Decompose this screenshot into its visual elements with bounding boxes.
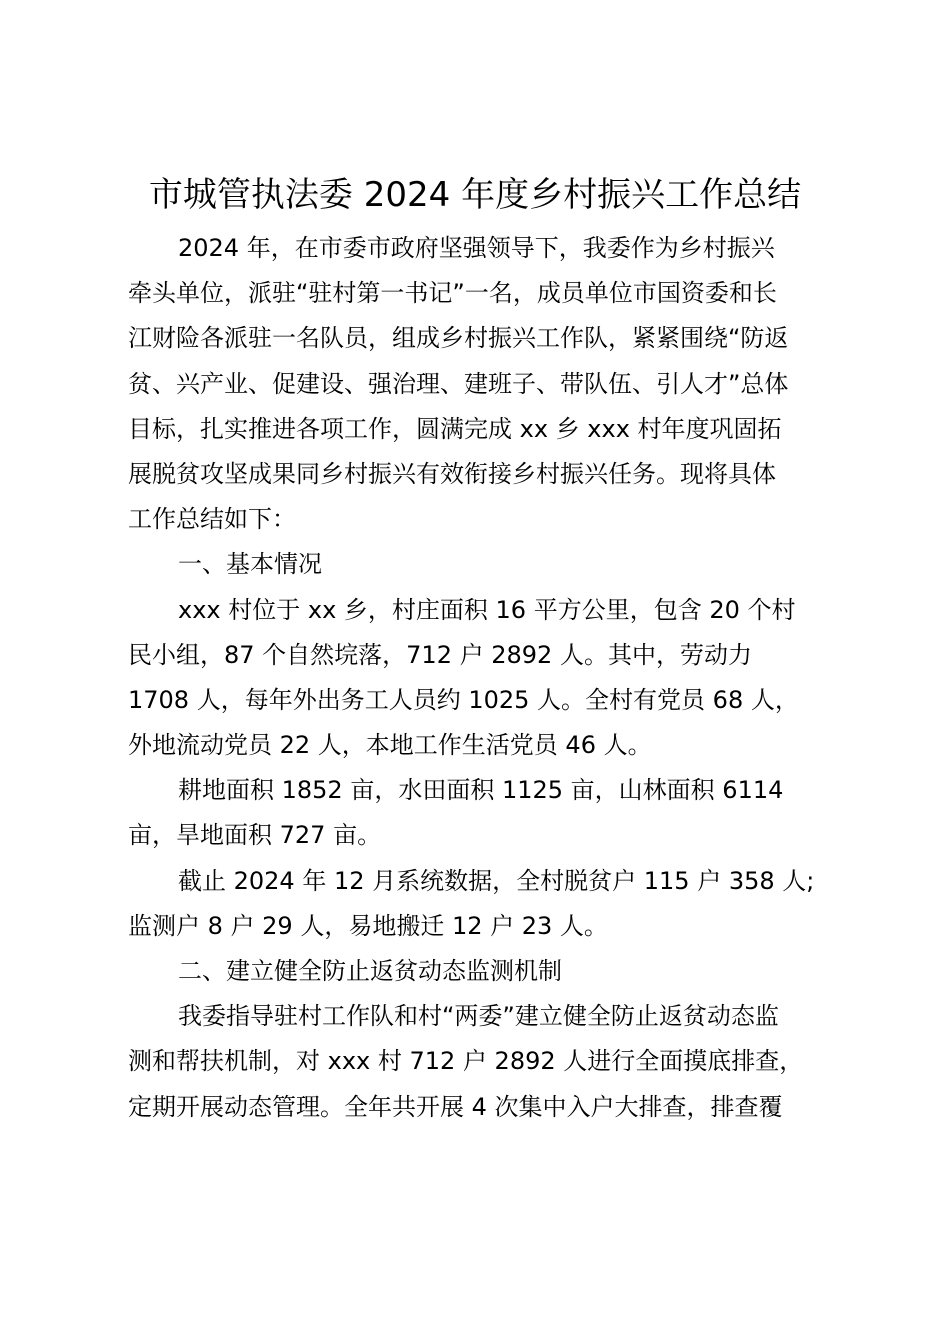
- text-line: 定期开展动态管理。全年共开展 4 次集中入户大排查，排查覆: [128, 1092, 783, 1121]
- document-body: [128, 226, 832, 1130]
- text-line: 监测户 8 户 29 人，易地搬迁 12 户 23 人。: [128, 911, 608, 940]
- text-line: 江财险各派驻一名队员，组成乡村振兴工作队，紧紧围绕“防返: [128, 324, 789, 353]
- text-line: 工作总结如下：: [128, 505, 296, 534]
- text-line: 1708 人，每年外出务工人员约 1025 人。全村有党员 68 人，: [128, 685, 799, 714]
- text-line: 二、建立健全防止返贫动态监测机制: [178, 957, 562, 985]
- text-line: 耕地面积 1852 亩，水田面积 1125 亩，山林面积 6114: [178, 776, 784, 805]
- text-line: 测和帮扶机制，对 xxx 村 712 户 2892 人进行全面摸底排查，: [128, 1047, 804, 1076]
- text-line: 目标，扎实推进各项工作，圆满完成 xx 乡 xxx 村年度巩固拓: [128, 414, 782, 443]
- text-line: 2024 年，在市委市政府坚强领导下，我委作为乡村振兴: [178, 234, 775, 262]
- document-title: 市城管执法委 2024 年度乡村振兴工作总结: [148, 175, 802, 215]
- text-line: 截止 2024 年 12 月系统数据，全村脱贫户 115 户 358 人;: [178, 866, 815, 895]
- text-line: 牵头单位，派驻“驻村第一书记”一名，成员单位市国资委和长: [128, 279, 777, 308]
- text-line: 亩，旱地面积 727 亩。: [128, 821, 382, 850]
- text-line: 展脱贫攻坚成果同乡村振兴有效衔接乡村振兴任务。现将具体: [128, 459, 776, 488]
- text-line: 民小组，87 个自然垸落，712 户 2892 人。其中，劳动力: [128, 640, 752, 669]
- text-line: 我委指导驻村工作队和村“两委”建立健全防止返贫动态监: [178, 1002, 779, 1031]
- text-line: 一、基本情况: [178, 550, 322, 579]
- text-line: xxx 村位于 xx 乡，村庄面积 16 平方公里，包含 20 个村: [178, 595, 796, 624]
- text-line: 贫、兴产业、促建设、强治理、建班子、带队伍、引人才”总体: [128, 369, 789, 398]
- text-line: 外地流动党员 22 人，本地工作生活党员 46 人。: [128, 731, 652, 760]
